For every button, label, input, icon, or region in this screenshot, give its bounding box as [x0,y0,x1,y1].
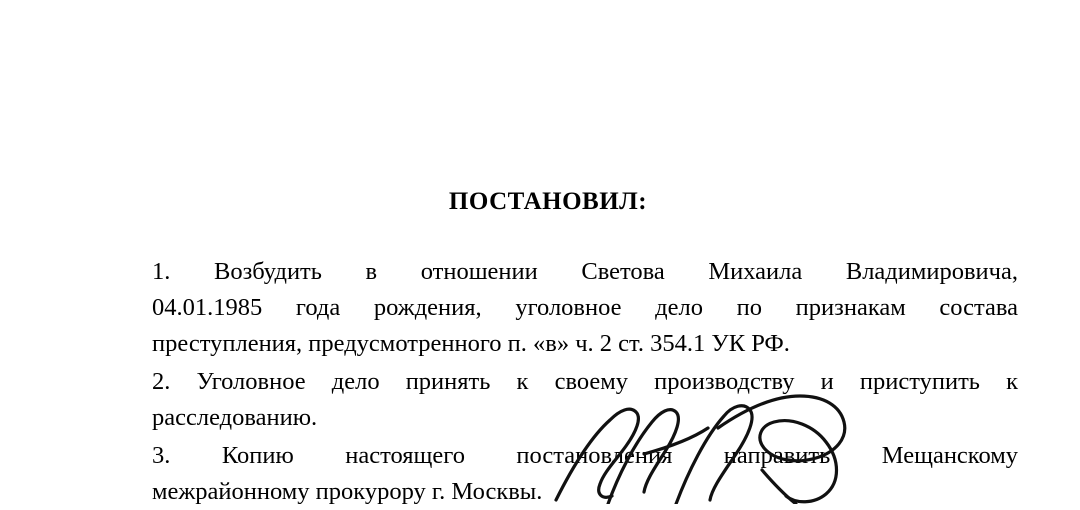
page-title: ПОСТАНОВИЛ: [448,188,648,215]
paragraph-line: 1. Возбудить в отношении Светова Михаила Владимировича, [152,258,1018,285]
paragraph-line: расследованию. [152,404,318,431]
paragraph-item-1 [78,254,1018,362]
document-body [78,188,1018,510]
paragraph-line: 04.01.1985 года рождения, уголовное дело по признакам состава [152,294,1018,321]
paragraph-item-3 [78,438,1018,510]
paragraph-line: межрайонному прокурору г. Москвы. [152,478,543,505]
paragraph-line: 2. Уголовное дело принять к своему производству и приступить к [152,368,1018,395]
paragraph-item-2 [78,364,1018,436]
paragraph-line: преступления, предусмотренного п. «в» ч. 2 ст. 354.1 УК РФ. [152,330,790,357]
paragraph-line: 3. Копию настоящего постановления направить Мещанскому [152,442,1018,469]
